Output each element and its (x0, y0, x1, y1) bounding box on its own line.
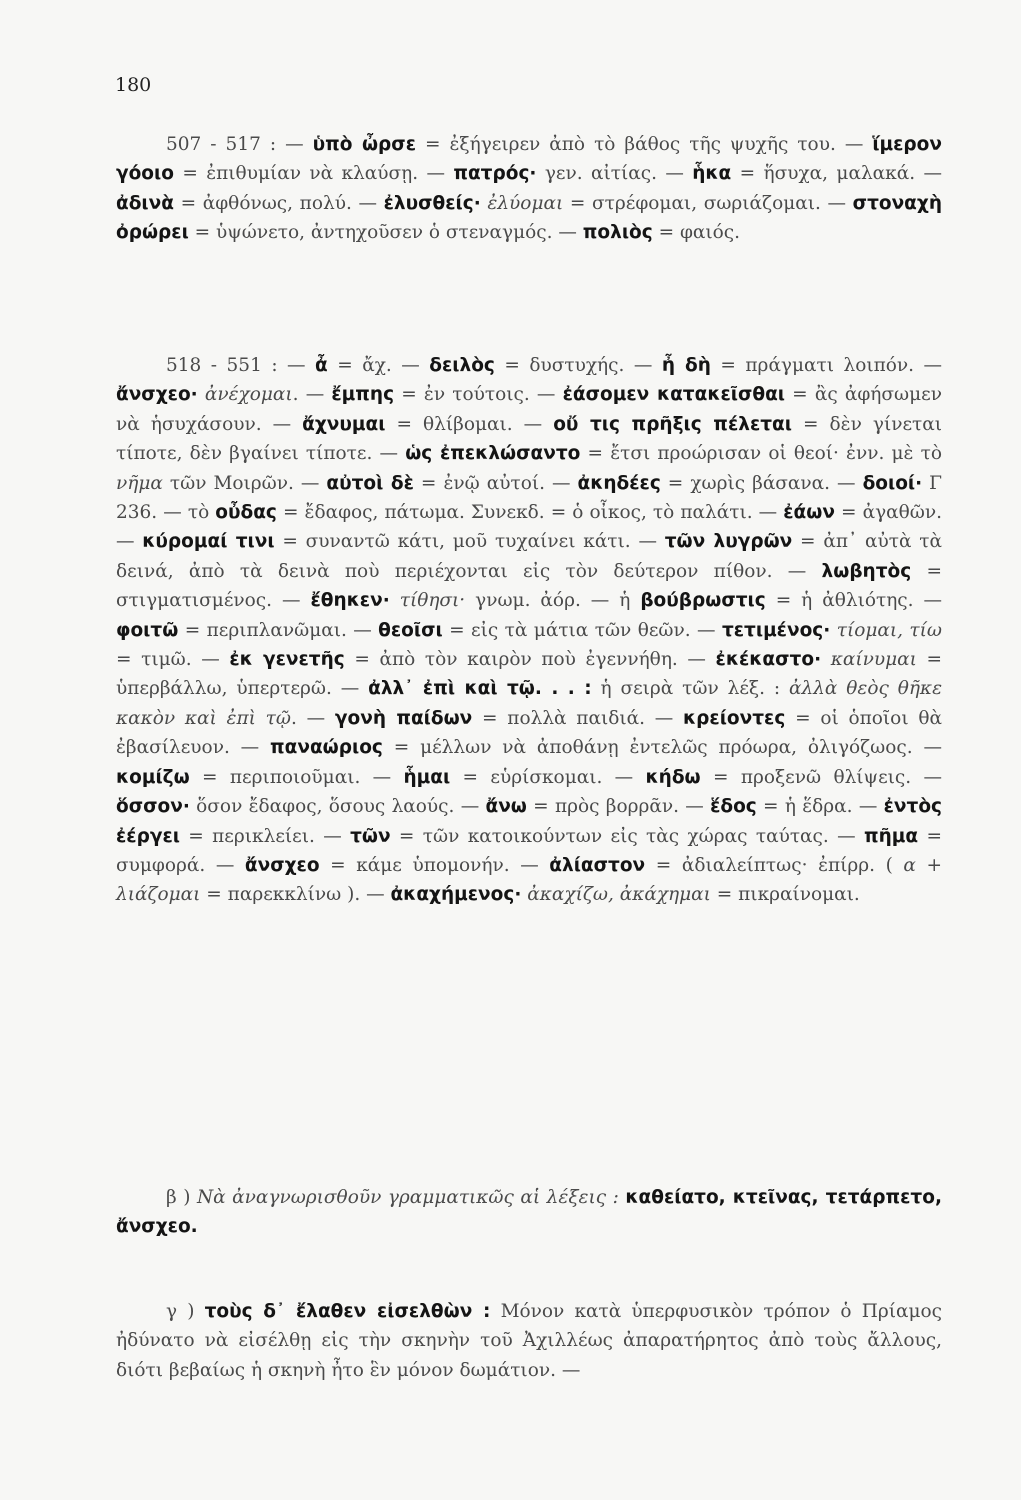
grammar-exercise-paragraph: β ) Νὰ ἀναγνωρισθοῦν γραμματικῶς αἱ λέξεις : καθείατο, κτεῖνας, τετάρπετο, ἄνσχεο. (116, 1187, 942, 1238)
page-number: 180 (115, 74, 152, 96)
note-paragraph-gamma: γ ) τοὺς δ᾽ ἔλαθεν εἰσελθὼν : Μόνον κατὰ ὑπερφυσικὸν τρόπον ὁ Πρίαμος ἠδύνατο νὰ εἰσέλθῃ εἰς τὴν σκηνὴν τοῦ Ἀχιλλέως ἀπαρατήρητος ἀπὸ τοὺς ἄλλους, διότι βεβαίως ἡ σκηνὴ ἦτο ἓν μόνον δωμάτιον. — (116, 1301, 942, 1381)
commentary-paragraph-518-551: 518 - 551 : — ἆ = ἄχ. — δειλὸς = δυστυχής. — ἦ δὴ = πράγματι λοιπόν. — ἄνσχεο· ἀνέχομαι. — ἔμπης = ἐν τούτοις. — ἐάσομεν κατακεῖσθαι = ἂς ἀφήσωμεν νὰ ἡσυχάσουν. — ἄχνυμαι = θλίβομαι. — οὔ τις πρῆξις πέλεται = δὲν γίνεται τίποτε, δὲν βγαίνει τίποτε. — ὡς ἐπεκλώσαντο = ἔτσι προώρισαν οἱ θεοί· ἐνν. μὲ τὸ νῆμα τῶν Μοιρῶν. — αὐτοὶ δὲ = ἐνῷ αὐτοί. — ἀκηδέες = χωρὶς βάσανα. — δοιοί· Γ 236. — τὸ οὖδας = ἔδαφος, πάτωμα. Συνεκδ. = ὁ οἶκος, τὸ παλάτι. — ἐάων = ἀγαθῶν. — κύρομαί τινι = συναντῶ κάτι, μοῦ τυχαίνει κάτι. — τῶν λυγρῶν = ἀπ᾽ αὐτὰ τὰ δεινά, ἀπὸ τὰ δεινὰ ποὺ περιέχονται εἰς τὸν δεύτερον πίθον. — λωβητὸς = στιγματισμένος. — ἔθηκεν· τίθησι· γνωμ. ἀόρ. — ἡ βούβρωστις = ἡ ἀθλιότης. — φοιτῶ = περιπλανῶμαι. — θεοῖσι = εἰς τὰ μάτια τῶν θεῶν. — τετιμένος· τίομαι, τίω = τιμῶ. — ἐκ γενετῆς = ἀπὸ τὸν καιρὸν ποὺ ἐγεννήθη. — ἐκέκαστο· καίνυμαι = ὑπερβάλλω, ὑπερτερῶ. — ἀλλ᾽ ἐπὶ καὶ τῷ. . . : ἡ σειρὰ τῶν λέξ. : ἀλλὰ θεὸς θῆκε κακὸν καὶ ἐπὶ τῷ. — γονὴ παίδων = πολλὰ παιδιά. — κρείοντες = οἱ ὁποῖοι θὰ ἐβασίλευον. — παναώριος = μέλλων νὰ ἀποθάνῃ ἐντελῶς πρόωρα, ὀλιγόζωος. — κομίζω = περιποιοῦμαι. — ἧμαι = εὑρίσκομαι. — κήδω = προξενῶ θλίψεις. — ὅσσον· ὅσον ἔδαφος, ὅσους λαούς. — ἄνω = πρὸς βορρᾶν. — ἕδος = ἡ ἕδρα. — ἐντὸς ἐέργει = περικλείει. — τῶν = τῶν κατοικούντων εἰς τὰς χώρας ταύτας. — πῆμα = συμφορά. — ἄνσχεο = κάμε ὑπομονήν. — ἀλίαστον = ἀδιαλείπτως· ἐπίρρ. ( α + λιάζομαι = παρεκκλίνω ). — ἀκαχήμενος· ἀκαχίζω, ἀκάχημαι = πικραίνομαι. (116, 355, 943, 906)
commentary-paragraph-507-517: 507 - 517 : — ὑπὸ ὦρσε = ἐξήγειρεν ἀπὸ τὸ βάθος τῆς ψυχῆς του. — ἵμερον γόοιο = ἐπιθυμίαν νὰ κλαύσῃ. — πατρός· γεν. αἰτίας. — ἧκα = ἥσυχα, μαλακά. — ἀδινὰ = ἀφθόνως, πολύ. — ἐλυσθείς· ἐλύομαι = στρέφομαι, σωριάζομαι. — στοναχὴ ὀρώρει = ὑψώνετο, ἀντηχοῦσεν ὁ στεναγμός. — πολιὸς = φαιός. (116, 134, 942, 244)
